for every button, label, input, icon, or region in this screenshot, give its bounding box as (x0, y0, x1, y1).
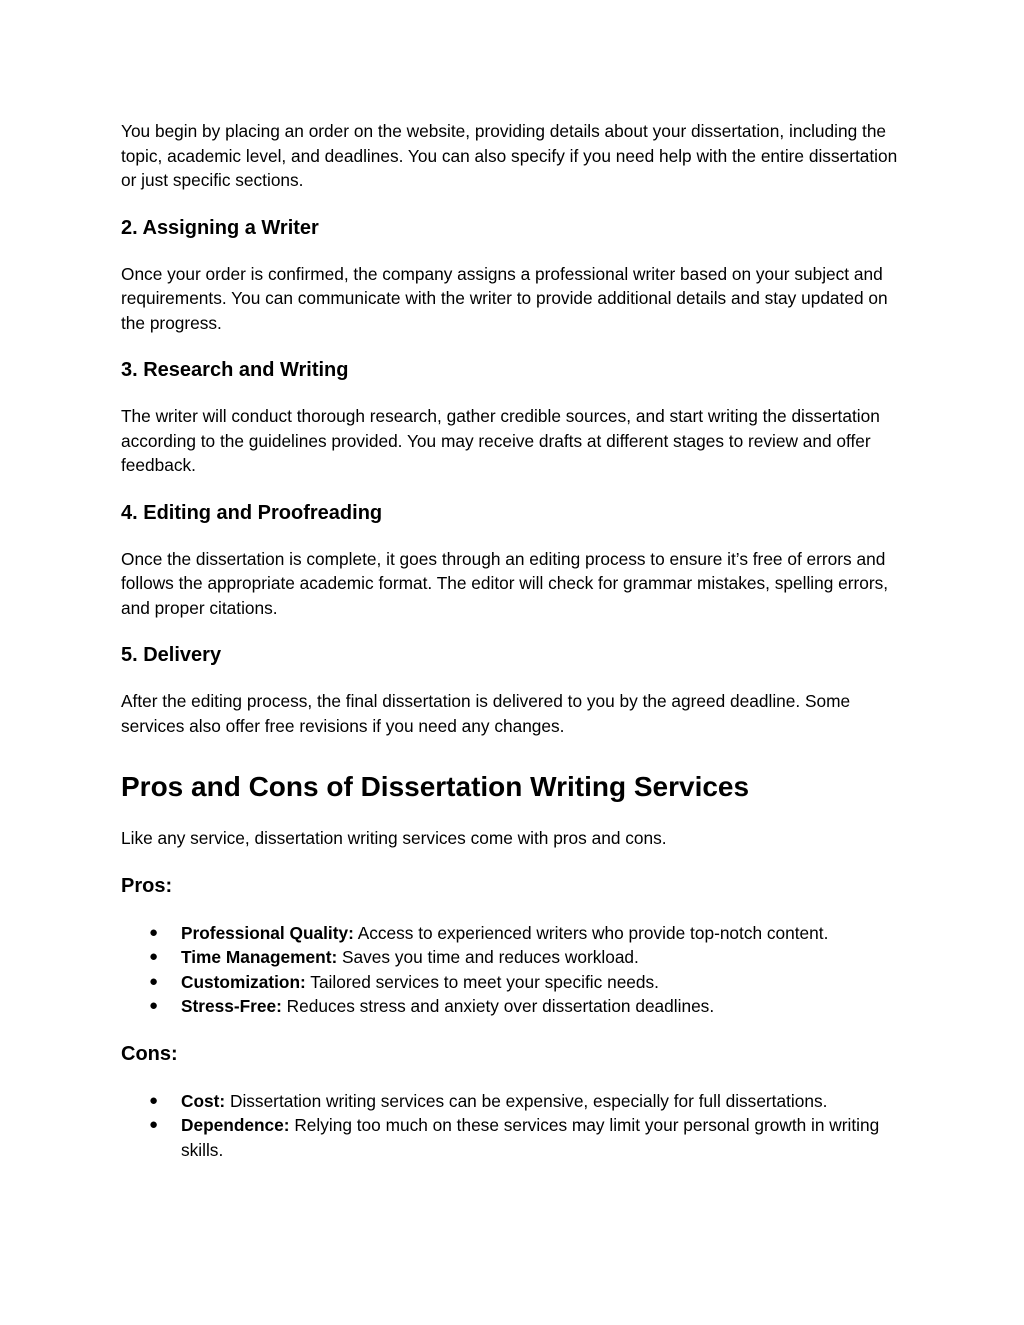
bullet-icon: ● (149, 948, 159, 965)
pros-list (121, 921, 911, 1019)
step-text-editing-proofreading: Once the dissertation is complete, it goes through an editing process to ensure it’s free of errors and follows the appropriate academic format. The editor will check for grammar mistakes, spelling errors, and proper citations. (121, 548, 889, 618)
pros-cons-title: Pros and Cons of Dissertation Writing Services (121, 771, 750, 802)
pro-label: Professional Quality: (181, 922, 354, 943)
document-page (121, 119, 911, 1162)
step-text-delivery: After the editing process, the final dissertation is delivered to you by the agreed deadline. Some services also offer free revisions if you need any changes. (121, 691, 851, 736)
bullet-icon: ● (149, 972, 159, 990)
pros-heading: Pros: (121, 874, 173, 897)
bullet-icon: ● (149, 997, 159, 1014)
intro-paragraph: You begin by placing an order on the website, providing details about your dissertation, including the topic, academic level, and deadlines. You can also specify if you need help with the entire dissertation or just specific sections. (121, 121, 898, 190)
con-text: Relying too much on these services may limit your personal growth in writing skills. (181, 1115, 880, 1160)
list-item (121, 1113, 911, 1162)
list-item (121, 1089, 911, 1114)
pro-label: Time Management: (181, 947, 338, 967)
pro-label: Stress-Free: (181, 996, 282, 1016)
step-heading-research-writing: 3. Research and Writing (121, 359, 349, 381)
step-text-assigning-writer: Once your order is confirmed, the company assigns a professional writer based on your subject and requirements. You can communicate with the writer to provide additional details and stay updated on the progress. (121, 263, 888, 333)
cons-list (121, 1089, 911, 1163)
pro-text: Reduces stress and anxiety over dissertation deadlines. (281, 996, 715, 1016)
pro-text: Tailored services to meet your specific needs. (305, 971, 659, 992)
list-item (121, 921, 911, 946)
con-text: Dissertation writing services can be expensive, especially for full dissertations. (225, 1090, 828, 1111)
list-item (121, 970, 911, 995)
cons-heading: Cons: (121, 1042, 178, 1065)
step-heading-editing-proofreading: 4. Editing and Proofreading (121, 501, 383, 524)
pro-label: Customization: (181, 971, 306, 992)
con-label: Cost: (181, 1090, 226, 1111)
pro-text: Access to experienced writers who provide top-notch content. (353, 922, 829, 943)
con-label: Dependence: (181, 1115, 290, 1135)
list-item (121, 945, 911, 970)
step-heading-delivery: 5. Delivery (121, 644, 222, 666)
bullet-icon: ● (149, 923, 159, 941)
pro-text: Saves you time and reduces workload. (337, 947, 639, 967)
bullet-icon: ● (149, 1116, 159, 1133)
bullet-icon: ● (149, 1091, 159, 1109)
pros-cons-intro: Like any service, dissertation writing services come with pros and cons. (121, 828, 667, 848)
list-item (121, 994, 911, 1019)
step-heading-assigning-writer: 2. Assigning a Writer (121, 216, 319, 239)
step-text-research-writing: The writer will conduct thorough research, gather credible sources, and start writing the dissertation according to the guidelines provided. You may receive drafts at different stages to review and offer feedback. (121, 406, 880, 475)
